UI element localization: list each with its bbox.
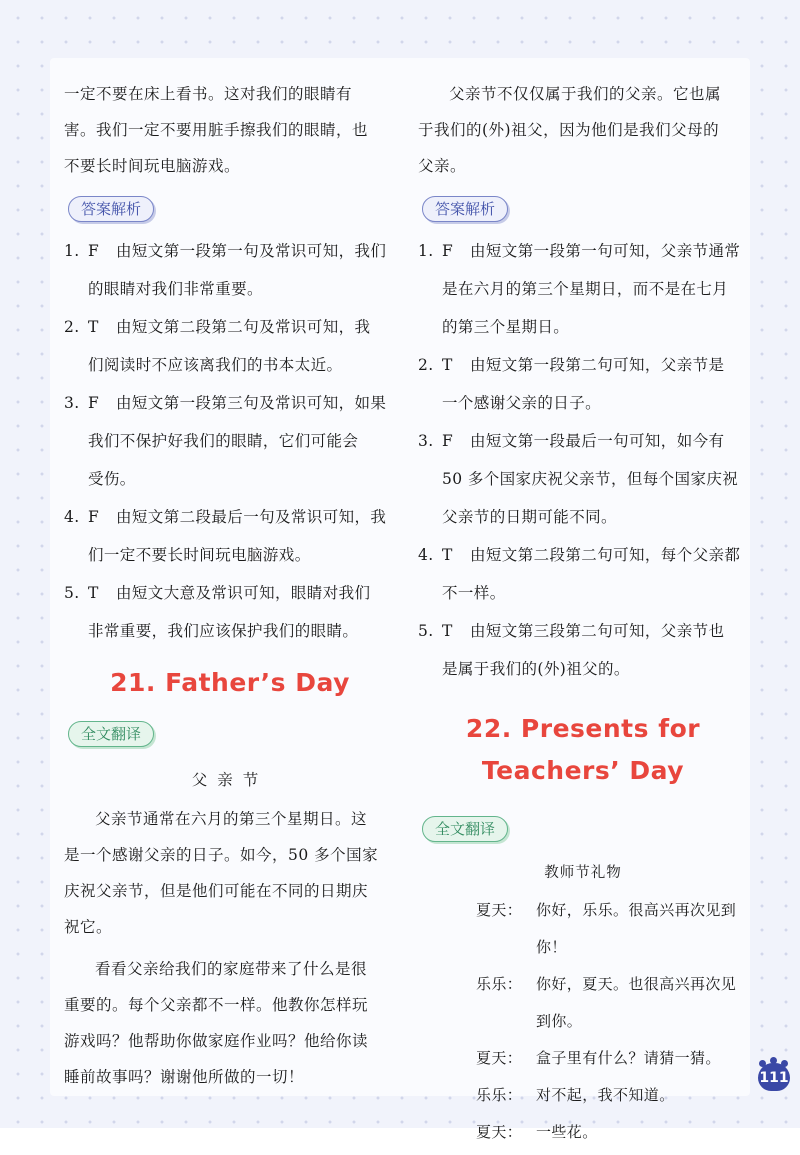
answer-item — [418, 612, 748, 688]
answer-text: 我们不保护好我们的眼睛，它们可能会 — [88, 432, 359, 450]
answer-text: 由短文第二段第二句可知，每个父亲都 — [470, 546, 741, 564]
answer-text: 是属于我们的(外)祖父的。 — [442, 660, 630, 678]
answer-item — [64, 498, 396, 574]
text-line: 祝它。 — [64, 918, 113, 936]
intro-text — [418, 76, 748, 184]
answer-analysis-tag: 答案解析 — [422, 196, 508, 222]
answer-mark: T — [88, 584, 99, 602]
dialogue-line — [476, 1077, 748, 1114]
speaker: 乐乐： — [476, 1086, 523, 1104]
text-line: 父亲节不仅仅属于我们的父亲。它也属 — [449, 85, 722, 103]
answer-text: 由短文第一段最后一句可知，如今有 — [470, 432, 725, 450]
dialogue-line — [476, 966, 748, 1040]
answer-list — [418, 232, 748, 688]
answer-item — [418, 232, 748, 346]
text-line: 父亲节通常在六月的第三个星期日。这 — [95, 810, 368, 828]
speaker: 乐乐： — [476, 975, 523, 993]
answer-mark: F — [88, 394, 100, 412]
answer-text: 由短文第三段第二句可知，父亲节也 — [470, 622, 725, 640]
passage-paragraph — [64, 951, 396, 1095]
answer-item — [64, 384, 396, 498]
text-line: 睡前故事吗？谢谢他所做的一切！ — [64, 1068, 305, 1086]
dialogue-text: 你好，乐乐。很高兴再次见到你！ — [536, 901, 737, 956]
answer-text: 是在六月的第三个星期日，而不是在七月 — [442, 280, 729, 298]
text-line: 游戏吗？他帮助你做家庭作业吗？他给你读 — [64, 1032, 369, 1050]
answer-text: 父亲节的日期可能不同。 — [442, 508, 617, 526]
dialogue-text: 到你。 — [536, 1012, 583, 1030]
unit-title: 21. Father’s Day — [110, 668, 350, 697]
answer-number: 2. — [64, 318, 80, 336]
dialogue-text: 你好，夏天。也很高兴再次见 — [536, 975, 737, 993]
answer-number: 5. — [418, 622, 434, 640]
dialogue-text: 一些花。 — [536, 1123, 598, 1141]
answer-text: 不一样。 — [442, 584, 506, 602]
right-column — [418, 76, 748, 1151]
answer-mark: F — [88, 508, 100, 526]
answer-number: 2. — [418, 356, 434, 374]
answer-number: 1. — [418, 242, 434, 260]
dialogue — [476, 892, 748, 1151]
answer-item — [418, 536, 748, 612]
speaker: 夏天： — [476, 1123, 523, 1141]
text-line: 害。我们一定不要用脏手擦我们的眼睛，也 — [64, 121, 369, 139]
answer-text: 一个感谢父亲的日子。 — [442, 394, 602, 412]
answer-analysis-tag: 答案解析 — [68, 196, 154, 222]
answer-mark: F — [442, 242, 454, 260]
text-line: 一定不要在床上看书。这对我们的眼睛有 — [64, 85, 353, 103]
answer-mark: T — [442, 546, 453, 564]
speaker: 夏天： — [476, 1049, 523, 1067]
answer-mark: T — [442, 622, 453, 640]
answer-number: 4. — [418, 546, 434, 564]
text-line: 庆祝父亲节，但是他们可能在不同的日期庆 — [64, 882, 369, 900]
answer-mark: F — [88, 242, 100, 260]
translation-tag: 全文翻译 — [68, 721, 154, 747]
answer-item — [64, 232, 396, 308]
answer-number: 3. — [64, 394, 80, 412]
answer-text: 由短文第二段最后一句及常识可知，我 — [116, 508, 387, 526]
answer-item — [64, 308, 396, 384]
answer-text: 受伤。 — [88, 470, 136, 488]
speaker: 夏天： — [476, 901, 523, 919]
answer-text: 由短文第一段第二句可知，父亲节是 — [470, 356, 725, 374]
dialogue-line — [476, 892, 748, 966]
answer-text: 由短文第一段第三句及常识可知，如果 — [116, 394, 387, 412]
answer-text: 由短文第二段第二句及常识可知，我 — [116, 318, 371, 336]
answer-mark: T — [88, 318, 99, 336]
unit-title-line: 22. Presents for — [465, 714, 701, 743]
answer-text: 50 多个国家庆祝父亲节，但每个国家庆祝 — [442, 470, 739, 488]
unit-title-line: Teachers’ Day — [481, 756, 685, 785]
dialogue-line — [476, 1114, 748, 1151]
answer-text: 非常重要，我们应该保护我们的眼睛。 — [88, 622, 359, 640]
passage-title: 教师节礼物 — [544, 865, 622, 881]
text-line: 不要长时间玩电脑游戏。 — [64, 157, 241, 175]
answer-text: 由短文第一段第一句可知，父亲节通常 — [470, 242, 741, 260]
answer-text: 的眼睛对我们非常重要。 — [88, 280, 263, 298]
answer-text: 们一定不要长时间玩电脑游戏。 — [88, 546, 311, 564]
answer-list — [64, 232, 396, 650]
answer-text: 的第三个星期日。 — [442, 318, 570, 336]
answer-number: 4. — [64, 508, 80, 526]
page-number-badge — [756, 1057, 792, 1093]
text-line: 是一个感谢父亲的日子。如今，50 多个国家 — [64, 846, 379, 864]
text-line: 看看父亲给我们的家庭带来了什么是很 — [95, 960, 368, 978]
unit-title — [418, 708, 748, 792]
page-number: 111 — [758, 1063, 790, 1091]
answer-number: 5. — [64, 584, 80, 602]
answer-item — [64, 574, 396, 650]
answer-text: 们阅读时不应该离我们的书本太近。 — [88, 356, 343, 374]
dialogue-line — [476, 1040, 748, 1077]
dialogue-text: 盒子里有什么？请猜一猜。 — [536, 1049, 721, 1067]
passage-paragraph — [64, 801, 396, 945]
text-line: 重要的。每个父亲都不一样。他教你怎样玩 — [64, 996, 369, 1014]
answer-text: 由短文大意及常识可知，眼睛对我们 — [116, 584, 371, 602]
answer-text: 由短文第一段第一句及常识可知，我们 — [116, 242, 387, 260]
text-line: 于我们的(外)祖父，因为他们是我们父母的 — [418, 121, 720, 139]
answer-item — [418, 422, 748, 536]
answer-item — [418, 346, 748, 422]
left-column — [64, 76, 396, 1095]
dialogue-text: 对不起，我不知道。 — [536, 1086, 675, 1104]
answer-mark: F — [442, 432, 454, 450]
answer-mark: T — [442, 356, 453, 374]
intro-text — [64, 76, 396, 184]
answer-number: 1. — [64, 242, 80, 260]
text-line: 父亲。 — [418, 157, 467, 175]
answer-number: 3. — [418, 432, 434, 450]
translation-tag: 全文翻译 — [422, 816, 508, 842]
passage-title: 父亲节 — [191, 771, 269, 789]
